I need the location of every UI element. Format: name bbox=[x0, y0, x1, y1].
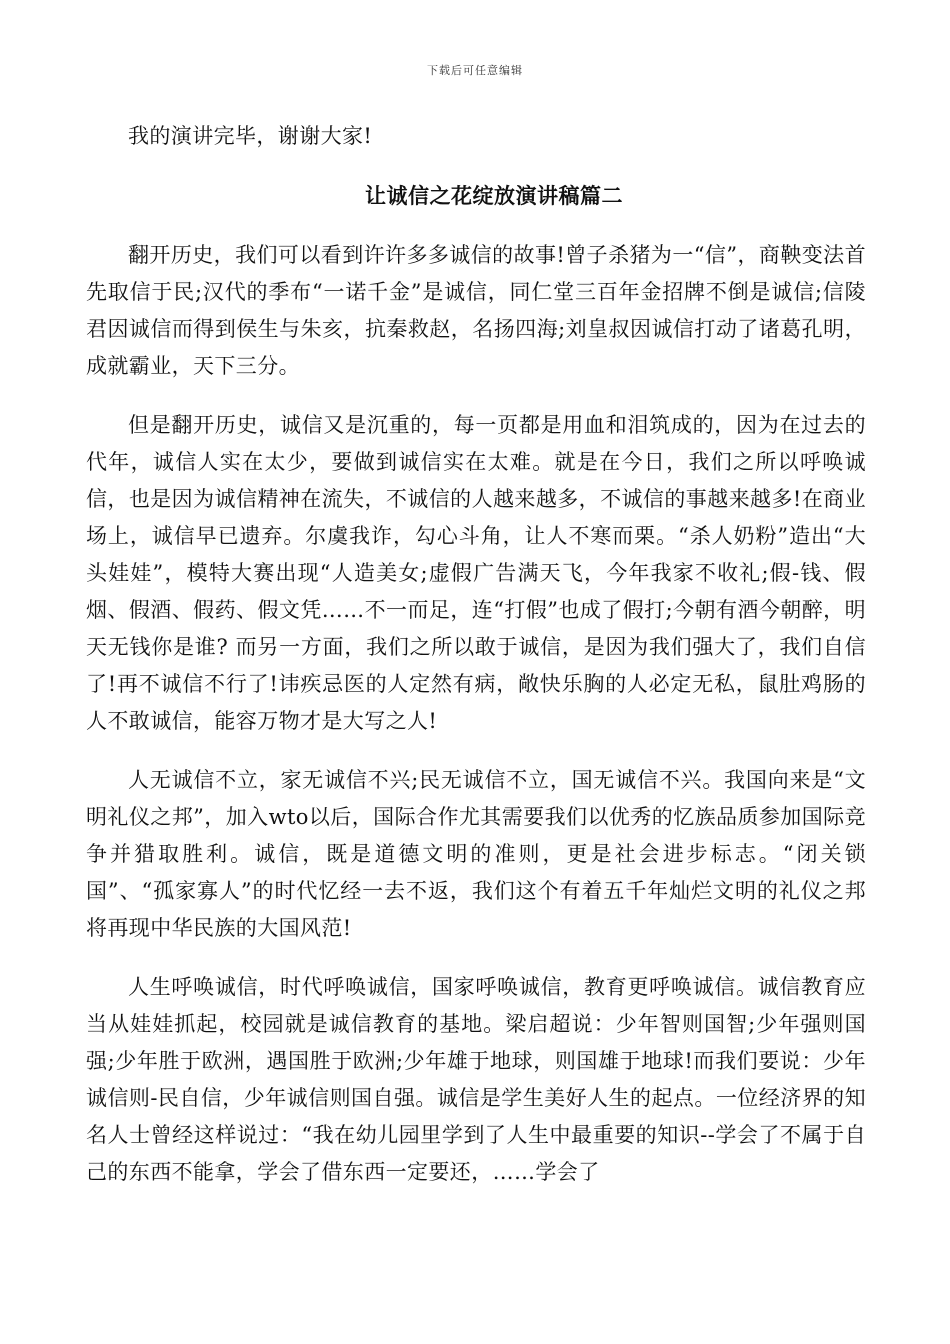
closing-line: 我的演讲完毕，谢谢大家! bbox=[128, 124, 373, 148]
paragraph-2: 但是翻开历史，诚信又是沉重的，每一页都是用血和泪筑成的，因为在过去的代年，诚信人实在太少，要做到诚信实在太难。就是在今日，我们之所以呼唤诚信，也是因为诚信精神在流失，不诚信的人越来越多，不诚信的事越来越多!在商业场上，诚信早已遗弃。尔虞我诈，勾心斗角，让人不寒而栗。“杀人奶粉”造出“大头娃娃”，模特大赛出现“人造美女;虚假广告满天飞，今年我家不收礼;假-钱、假烟、假酒、假药、假文凭……不一而足，连“打假”也成了假打;今朝有酒今朝醉，明天无钱你是谁? 而另一方面，我们之所以敢于诚信，是因为我们强大了，我们自信了!再不诚信不行了!讳疾忌医的人定然有病，敞快乐胸的人必定无私，鼠肚鸡肠的人不敢诚信，能容万物才是大写之人! bbox=[86, 413, 866, 733]
header-note: 下载后可任意编辑 bbox=[427, 64, 523, 77]
section-title: 让诚信之花绽放演讲稿篇二 bbox=[365, 184, 623, 208]
paragraph-1: 翻开历史，我们可以看到许许多多诚信的故事!曾子杀猪为一“信”，商鞅变法首先取信于民;汉代的季布“一诺千金”是诚信，同仁堂三百年金招牌不倒是诚信;信陵君因诚信而得到侯生与朱亥，抗秦救赵，名扬四海;刘皇叔因诚信打动了诸葛孔明，成就霸业，天下三分。 bbox=[86, 243, 866, 378]
paragraph-4: 人生呼唤诚信，时代呼唤诚信，国家呼唤诚信，教育更呼唤诚信。诚信教育应当从娃娃抓起，校园就是诚信教育的基地。梁启超说：少年智则国智;少年强则国强;少年胜于欧洲，遇国胜于欧洲;少年雄于地球，则国雄于地球!而我们要说：少年诚信则-民自信，少年诚信则国自强。诚信是学生美好人生的起点。一位经济界的知名人士曾经这样说过：“我在幼儿园里学到了人生中最重要的知识--学会了不属于自己的东西不能拿，学会了借东西一定要还，……学会了 bbox=[86, 975, 866, 1184]
paragraph-3: 人无诚信不立，家无诚信不兴;民无诚信不立，国无诚信不兴。我国向来是“文明礼仪之邦”，加入wto以后，国际合作尤其需要我们以优秀的忆族品质参加国际竞争并猎取胜利。诚信，既是道德文明的准则，更是社会进步标志。“闭关锁国”、“孤家寡人”的时代忆经一去不返，我们这个有着五千年灿烂文明的礼仪之邦将再现中华民族的大国风范! bbox=[86, 768, 866, 940]
document-body bbox=[86, 118, 866, 1213]
